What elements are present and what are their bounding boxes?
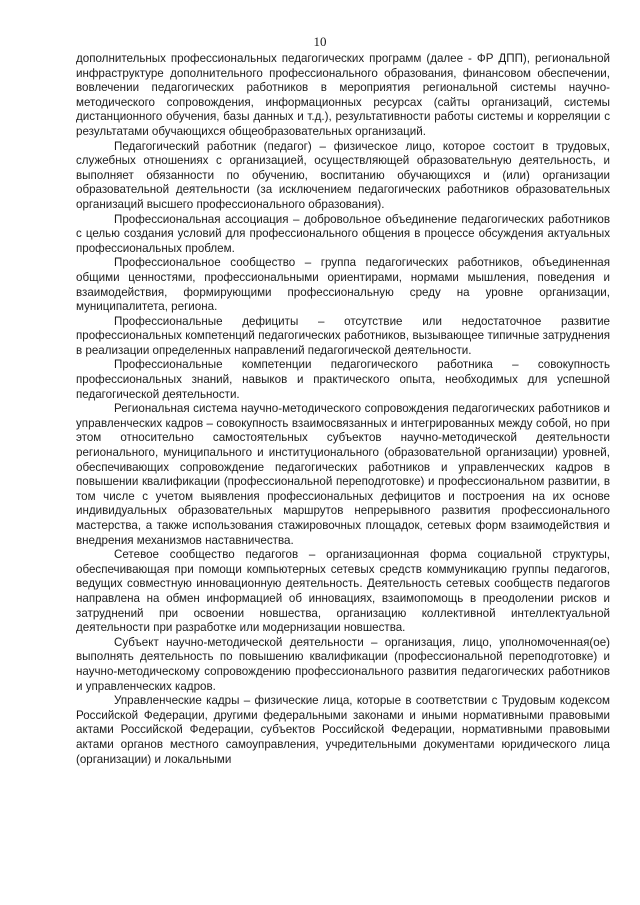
paragraph-definition-professional-competencies: Профессиональные компетенции педагогического работника – совокупность профессиональных знаний, навыков и практического опыта, необходимых для успешной педагогической деятельности.: [76, 358, 610, 401]
paragraph-definition-pedagogical-worker: Педагогический работник (педагог) – физическое лицо, которое состоит в трудовых, служебных отношениях с организацией, осуществляющей образовательную деятельность, и выполняет обязанности по обучению, воспитанию обучающихся и (или) организации образовательной деятельности (за исключением педагогических работников образовательных организаций высшего профессионального образования).: [76, 139, 610, 211]
paragraph-definition-professional-association: Профессиональная ассоциация – добровольное объединение педагогических работников с целью создания условий для профессионального общения в процессе обсуждения актуальных профессиональных проблем.: [76, 212, 610, 255]
paragraph-definition-subject: Субъект научно-методической деятельности – организация, лицо, уполномоченная(ое) выполнять деятельность по повышению квалификации (профессиональной переподготовке) и научно-методическому сопровождению профессионального развития педагогических работников и управленческих кадров.: [76, 635, 610, 693]
document-body: [76, 52, 610, 767]
paragraph-definition-network-community: Сетевое сообщество педагогов – организационная форма социальной структуры, обеспечивающая при помощи компьютерных сетевых средств коммуникацию группы педагогов, ведущих совместную инновационную деятельность. Деятельность сетевых сообществ педагогов направлена на обмен информацией об инновациях, взаимопомощь в преодолении рисков и затруднений при освоении новшества, организацию коллективной интеллектуальной деятельности при разработке или модернизации новшества.: [76, 548, 610, 635]
paragraph-definition-management-personnel: Управленческие кадры – физические лица, которые в соответствии с Трудовым кодексом Российской Федерации, другими федеральными законами и иными нормативными правовыми актами Российской Федерации, субъектов Российской Федерации, нормативными правовыми актами органов местного самоуправления, учредительными документами юридического лица (организации) и локальными: [76, 694, 610, 766]
paragraph-definition-professional-community: Профессиональное сообщество – группа педагогических работников, объединенная общими ценностями, профессиональными ориентирами, нормами мышления, поведения и взаимодействия, формирующими профессиональную среду на уровне организации, муниципалитета, региона.: [76, 256, 610, 314]
paragraph-definition-regional-system: Региональная система научно-методического сопровождения педагогических работников и управленческих кадров – совокупность взаимосвязанных и интегрированных между собой, но при этом относительно самостоятельных субъектов научно-методической деятельности регионального, муниципального и институционального (образовательной организации) уровней, обеспечивающих сопровождение педагогических работников и управленческих кадров в повышении квалификации (профессиональной переподготовке) и профессиональном развитии, в том числе с учетом выявления профессиональных дефицитов и построения на их основе индивидуальных образовательных маршрутов непрерывного развития профессионального мастерства, а также использования стажировочных площадок, сетевых форм взаимодействия и внедрения механизмов наставничества.: [76, 402, 610, 547]
paragraph-continuation: дополнительных профессиональных педагогических программ (далее - ФР ДПП), региональной инфраструктуре дополнительного профессионального образования, финансовом обеспечении, вовлечении педагогических работников в мероприятия региональной системы научно-методического сопровождения, информационных ресурсах (сайты организаций, системы дистанционного обучения, базы данных и т.д.), результативности работы системы и корреляции с результатами обучающихся общеобразовательных организаций.: [76, 52, 610, 138]
page-number: 10: [313, 34, 327, 49]
paragraph-definition-professional-deficits: Профессиональные дефициты – отсутствие или недостаточное развитие профессиональных компетенций педагогических работников, вызывающее типичные затруднения в реализации определенных направлений педагогической деятельности.: [76, 314, 610, 357]
